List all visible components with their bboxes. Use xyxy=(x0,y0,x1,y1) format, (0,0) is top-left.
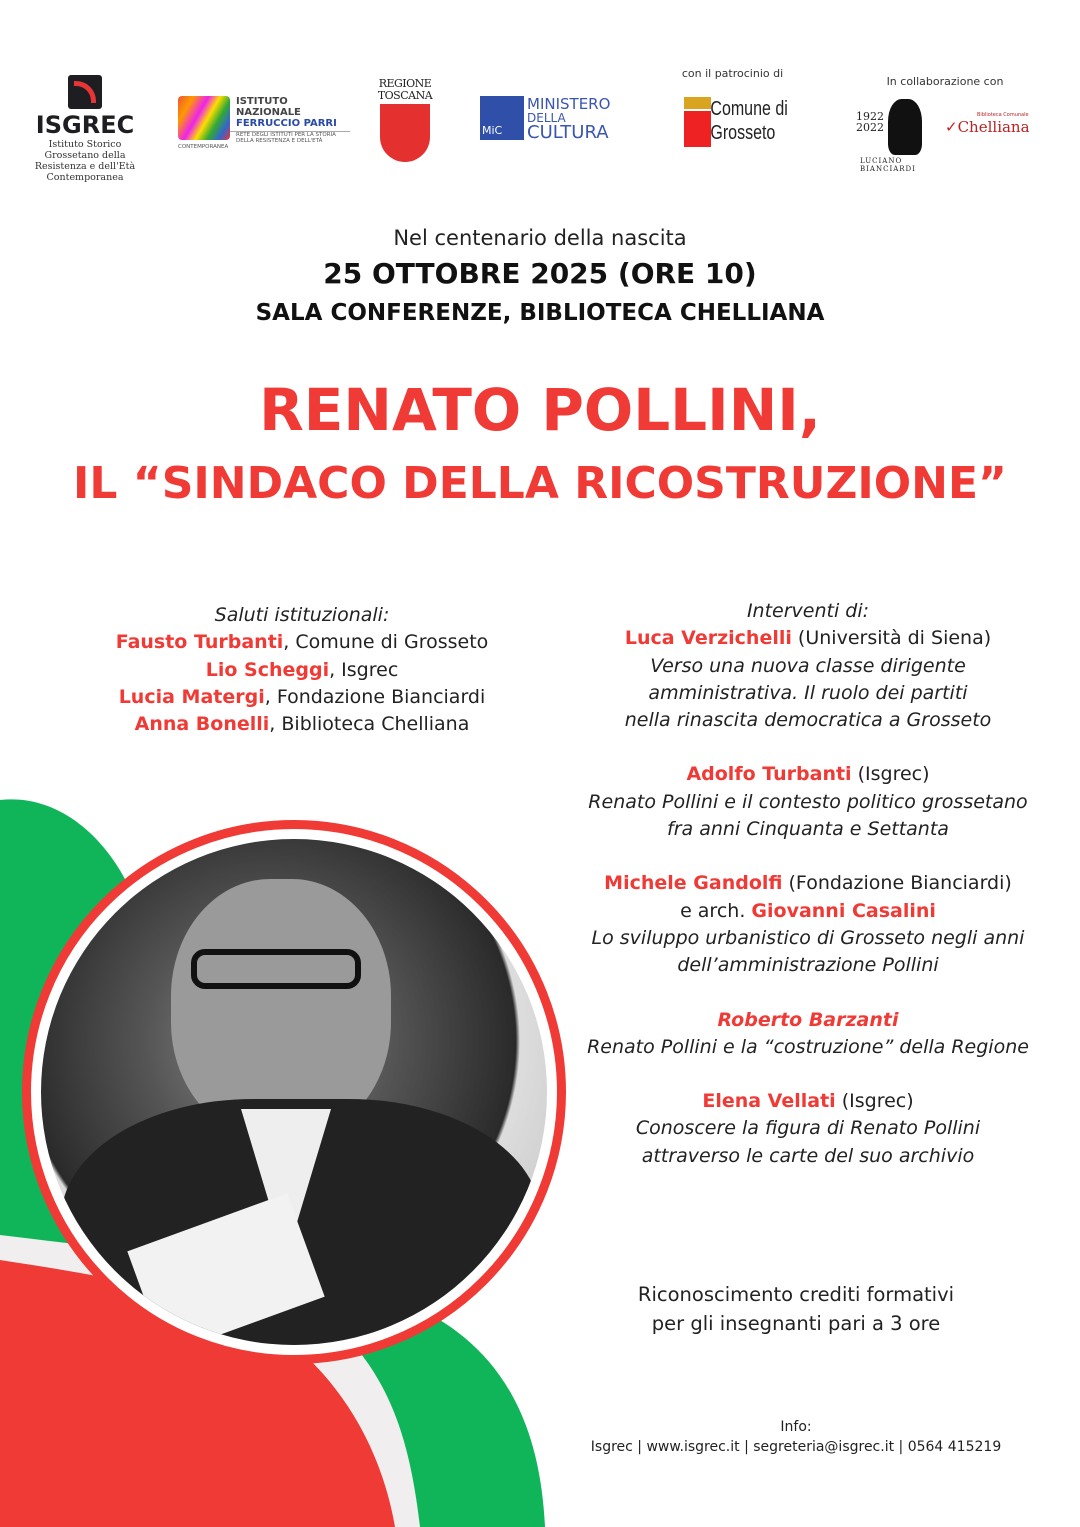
talk-title: attraverso le carte del suo archivio xyxy=(641,1144,975,1167)
talk-title: nella rinascita democratica a Grosseto xyxy=(624,709,992,732)
grosseto-line1: Comune di xyxy=(710,98,788,120)
speaker-role: , Fondazione Bianciardi xyxy=(264,685,486,708)
speaker-affiliation: (Isgrec) xyxy=(835,1090,914,1113)
parri-line1: ISTITUTO NAZIONALE xyxy=(236,96,301,118)
mic-logo xyxy=(480,96,620,142)
talk-title: Conoscere la figura di Renato Pollini xyxy=(635,1117,981,1140)
speaker-name: Lucia Matergi xyxy=(118,685,265,708)
isgrec-name: ISGREC xyxy=(35,111,135,139)
talk-title: amministrativa. Il ruolo dei partiti xyxy=(648,681,968,704)
speaker-name: Lio Scheggi xyxy=(205,658,330,681)
mic-line3: CULTURA xyxy=(527,122,609,143)
bianciardi-year2: 2022 xyxy=(856,121,884,134)
speaker-name: Michele Gandolfi xyxy=(604,872,783,895)
saluti-item xyxy=(52,711,552,738)
interventi-section xyxy=(558,598,1058,1170)
pegasus-shield-icon xyxy=(380,104,430,162)
talk-title: Renato Pollini e la “costruzione” della Regione xyxy=(587,1035,1029,1058)
saluti-item xyxy=(52,657,552,684)
speaker-name: Adolfo Turbanti xyxy=(686,763,852,786)
saluti-item xyxy=(52,684,552,711)
interventi-label: Interventi di: xyxy=(746,600,870,622)
parri-line3: RETE DEGLI ISTITUTI PER LA STORIA DELLA RESISTENZA E DELL'ETÀ CONTEMPORANEA xyxy=(178,131,350,150)
parri-mark-icon xyxy=(178,96,230,140)
event-date: 25 OTTOBRE 2025 (ORE 10) xyxy=(323,257,757,290)
info-footer xyxy=(546,1417,1046,1457)
speaker-affiliation: (Università di Siena) xyxy=(791,627,992,650)
crediti-note xyxy=(546,1280,1046,1338)
speaker-name: Elena Vellati xyxy=(702,1090,836,1113)
speaker-prefix: e arch. xyxy=(680,899,752,922)
info-contacts: Isgrec | www.isgrec.it | segreteria@isgrec.it | 0564 415219 xyxy=(590,1439,1002,1455)
speaker-role: , Biblioteca Chelliana xyxy=(269,713,470,736)
talk-title: Verso una nuova classe dirigente xyxy=(650,654,966,677)
collab-label: In collaborazione con xyxy=(886,75,1004,88)
chelliana-check-icon: ✓ xyxy=(945,118,958,136)
speaker-name: Roberto Barzanti xyxy=(717,1008,899,1031)
speaker-name: Luca Verzichelli xyxy=(624,627,792,650)
talk-title: Lo sviluppo urbanistico di Grosseto negli anni xyxy=(591,926,1025,949)
speaker-affiliation: (Fondazione Bianciardi) xyxy=(782,872,1012,895)
event-title: RENATO POLLINI, xyxy=(259,376,821,444)
bianciardi-year1: 1922 xyxy=(856,110,884,123)
talk-item xyxy=(558,870,1058,979)
talk-item xyxy=(558,625,1058,734)
event-venue: SALA CONFERENZE, BIBLIOTECA CHELLIANA xyxy=(255,300,825,326)
grosseto-logo xyxy=(684,97,794,147)
isgrec-mark-icon xyxy=(68,75,102,109)
chelliana-logo xyxy=(945,112,1045,136)
info-label: Info: xyxy=(780,1419,812,1435)
patrocinio-label: con il patrocinio di xyxy=(681,67,784,80)
speaker-role: , Isgrec xyxy=(329,658,399,681)
bianciardi-logo xyxy=(856,95,936,173)
mic-mark-icon: MiC xyxy=(480,96,524,140)
crediti-line1: Riconoscimento crediti formativi xyxy=(637,1283,955,1306)
speaker-name: Fausto Turbanti xyxy=(115,631,284,654)
isgrec-subtitle: Istituto Storico Grossetano della Resistenza e dell'Età Contemporanea xyxy=(34,139,136,183)
parri-logo xyxy=(178,96,350,150)
isgrec-logo xyxy=(20,75,150,183)
saluti-section xyxy=(52,602,552,738)
saluti-item xyxy=(52,629,552,656)
speaker-role: , Comune di Grosseto xyxy=(283,631,489,654)
toscana-name: REGIONE TOSCANA xyxy=(377,77,433,102)
mic-line1: MINISTERO xyxy=(527,95,611,113)
crediti-line2: per gli insegnanti pari a 3 ore xyxy=(651,1312,941,1335)
portrait-photo xyxy=(22,820,566,1364)
bianciardi-silhouette-icon xyxy=(888,99,922,155)
chelliana-small: Biblioteca Comunale xyxy=(977,112,1029,118)
parri-line2: FERRUCCIO PARRI xyxy=(236,118,337,129)
event-title-sub: IL “SINDACO DELLA RICOSTRUZIONE” xyxy=(73,458,1007,509)
bianciardi-name: LUCIANO BIANCIARDI xyxy=(860,157,916,173)
talk-title: dell’amministrazione Pollini xyxy=(677,954,939,977)
grosseto-line2: Grosseto xyxy=(710,122,776,144)
talk-title: fra anni Cinquanta e Settanta xyxy=(667,818,949,841)
toscana-logo xyxy=(376,78,434,162)
speaker-name: Giovanni Casalini xyxy=(751,899,936,922)
talk-item xyxy=(558,761,1058,843)
talk-item xyxy=(558,1007,1058,1062)
speaker-affiliation: (Isgrec) xyxy=(851,763,930,786)
talk-title: Renato Pollini e il contesto politico grossetano xyxy=(588,790,1028,813)
mic-line2: DELLA xyxy=(527,111,566,125)
talk-item xyxy=(558,1088,1058,1170)
event-subtitle: Nel centenario della nascita xyxy=(393,226,687,250)
chelliana-name: Chelliana xyxy=(957,118,1030,136)
speaker-name: Anna Bonelli xyxy=(134,713,270,736)
saluti-label: Saluti istituzionali: xyxy=(214,604,390,626)
